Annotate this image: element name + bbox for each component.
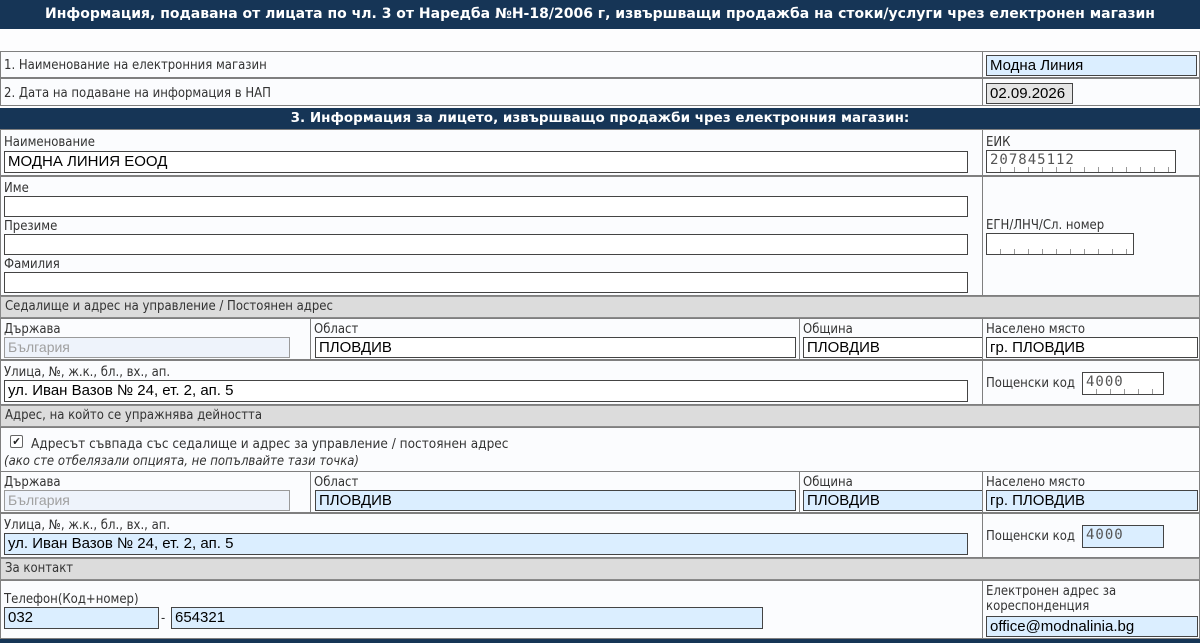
shop-name-label: 1. Наименование на електронния магазин bbox=[4, 58, 267, 73]
last-name-label: Фамилия bbox=[4, 257, 60, 272]
activity-street-label: Улица, №, ж.к., бл., вх., ап. bbox=[4, 518, 171, 533]
company-name-cell bbox=[0, 129, 983, 176]
activity-municipality-input[interactable]: ПЛОВДИВ bbox=[803, 490, 983, 511]
seat-municipality-cell bbox=[799, 318, 983, 360]
egn-input[interactable] bbox=[986, 233, 1134, 255]
activity-country-cell bbox=[0, 471, 311, 513]
phone-code-input[interactable]: 032 bbox=[4, 607, 159, 629]
activity-street-cell bbox=[0, 513, 983, 558]
activity-municipality-label: Община bbox=[803, 475, 853, 490]
activity-settlement-label: Населено място bbox=[986, 475, 1086, 490]
seat-street-label: Улица, №, ж.к., бл., вх., ап. bbox=[4, 365, 171, 380]
activity-region-label: Област bbox=[314, 475, 359, 490]
seat-country-label: Държава bbox=[4, 322, 61, 337]
phone-separator: - bbox=[161, 611, 166, 626]
activity-street-input[interactable]: ул. Иван Вазов № 24, ет. 2, ап. 5 bbox=[4, 533, 968, 555]
seat-postcode-cell bbox=[982, 360, 1200, 405]
eik-cell bbox=[982, 129, 1200, 176]
seat-region-label: Област bbox=[314, 322, 359, 337]
submit-date-row bbox=[0, 78, 983, 106]
submit-date-input[interactable]: 02.09.2026 bbox=[986, 83, 1073, 104]
activity-address-heading: Адрес, на който се упражнява дейността bbox=[0, 405, 1200, 427]
same-address-label: Адресът съвпада със седалище и адрес за управление / постоянен адрес bbox=[31, 436, 509, 452]
activity-region-input[interactable]: ПЛОВДИВ bbox=[315, 490, 796, 511]
first-name-label: Име bbox=[4, 181, 29, 196]
seat-region-cell bbox=[310, 318, 800, 360]
egn-cell bbox=[982, 176, 1200, 296]
seat-country-cell bbox=[0, 318, 311, 360]
seat-street-cell bbox=[0, 360, 983, 405]
email-cell bbox=[982, 580, 1200, 639]
seat-postcode-input[interactable]: 4000 bbox=[1082, 372, 1164, 395]
submit-date-cell bbox=[982, 78, 1200, 106]
seat-settlement-label: Населено място bbox=[986, 322, 1086, 337]
shop-name-cell bbox=[982, 51, 1200, 78]
first-name-input[interactable] bbox=[4, 196, 968, 217]
same-address-cell bbox=[0, 427, 1200, 472]
same-address-checkbox[interactable] bbox=[10, 435, 23, 448]
middle-name-input[interactable] bbox=[4, 234, 968, 255]
same-address-note: (ако сте отбелязали опцията, не попълвайте тази точка) bbox=[4, 454, 359, 469]
egn-label: ЕГН/ЛНЧ/Сл. номер bbox=[986, 218, 1105, 233]
eik-label: ЕИК bbox=[986, 135, 1011, 150]
section-3-header: 3. Информация за лицето, извършващо продажби чрез електронния магазин: bbox=[0, 108, 1200, 129]
seat-settlement-input[interactable]: гр. ПЛОВДИВ bbox=[986, 337, 1198, 358]
seat-region-input[interactable]: ПЛОВДИВ bbox=[315, 337, 796, 358]
last-name-input[interactable] bbox=[4, 272, 968, 293]
shop-name-row bbox=[0, 51, 983, 78]
names-cell bbox=[0, 176, 983, 296]
phone-cell bbox=[0, 580, 983, 639]
seat-settlement-cell bbox=[982, 318, 1200, 360]
phone-number-input[interactable]: 654321 bbox=[171, 607, 763, 629]
company-name-input[interactable]: МОДНА ЛИНИЯ ЕООД bbox=[4, 151, 968, 173]
activity-postcode-cell bbox=[982, 513, 1200, 558]
eik-input[interactable]: 207845112 bbox=[986, 150, 1176, 173]
seat-address-heading: Седалище и адрес на управление / Постоянен адрес bbox=[0, 296, 1200, 318]
page-title: Информация, подавана от лицата по чл. 3 от Наредба №Н-18/2006 г, извършващи продажба на стоки/услуги чрез електронен магазин bbox=[0, 0, 1200, 29]
activity-settlement-input[interactable]: гр. ПЛОВДИВ bbox=[986, 490, 1198, 511]
seat-street-input[interactable]: ул. Иван Вазов № 24, ет. 2, ап. 5 bbox=[4, 380, 968, 402]
phone-label: Телефон(Код+номер) bbox=[4, 592, 139, 607]
seat-postcode-label: Пощенски код bbox=[986, 376, 1075, 391]
email-label: Електронен адрес за кореспонденция bbox=[986, 584, 1117, 614]
activity-postcode-label: Пощенски код bbox=[986, 529, 1075, 544]
contact-heading: За контакт bbox=[0, 558, 1200, 580]
activity-country-label: Държава bbox=[4, 475, 61, 490]
activity-postcode-input[interactable]: 4000 bbox=[1082, 525, 1164, 548]
activity-settlement-cell bbox=[982, 471, 1200, 513]
bottom-border bbox=[0, 639, 1200, 643]
seat-municipality-input[interactable]: ПЛОВДИВ bbox=[803, 337, 983, 358]
company-name-label: Наименование bbox=[4, 135, 95, 150]
activity-region-cell bbox=[310, 471, 800, 513]
email-input[interactable]: office@modnalinia.bg bbox=[986, 616, 1198, 637]
seat-municipality-label: Община bbox=[803, 322, 853, 337]
submit-date-label: 2. Дата на подаване на информация в НАП bbox=[4, 86, 271, 101]
shop-name-input[interactable]: Модна Линия bbox=[986, 55, 1197, 76]
seat-country-input[interactable]: България bbox=[4, 337, 290, 358]
middle-name-label: Презиме bbox=[4, 219, 58, 234]
activity-country-input[interactable]: България bbox=[4, 490, 290, 511]
checkmark-icon: ✔ bbox=[12, 435, 21, 448]
activity-municipality-cell bbox=[799, 471, 983, 513]
